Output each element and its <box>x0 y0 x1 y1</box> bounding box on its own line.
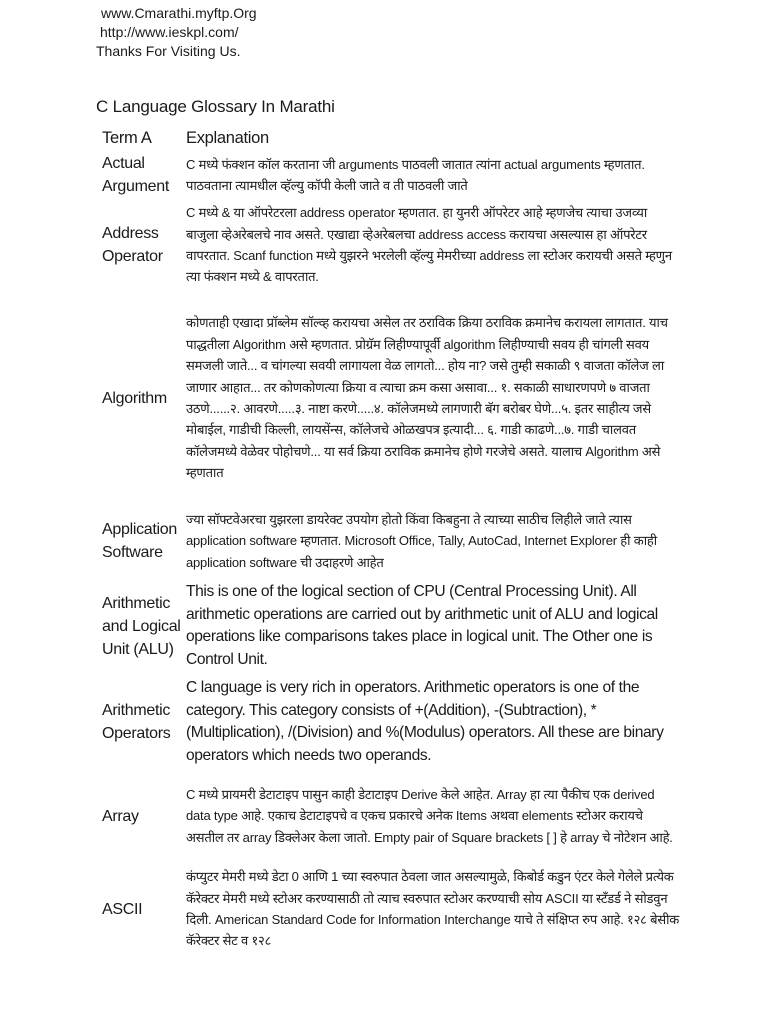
entry-term: Arithmetic Operators <box>102 702 171 742</box>
thanks-text: Thanks For Visiting Us. <box>96 43 241 59</box>
glossary-entry <box>98 578 682 674</box>
entry-term: Array <box>102 807 139 825</box>
page-title: C Language Glossary In Marathi <box>96 97 335 116</box>
entry-explanation: कंप्युटर मेमरी मध्ये डेटा 0 आणि 1 च्या स्वरुपात ठेवला जात असल्यामुळे, किबोर्ड कडुन एंटर केले गेलेले प्रत्येक कॅरेक्टर मेमरी मध्ये स्टोअर करण्यासाठी तो त्याच स्वरुपात स्टोअर करण्याची सोय ASCII या स्टॅंडर्ड ने सोडवुन दिली. American Standard Code for Information Interchange याचे ते संक्षिप्त रुप आहे. १२८ बेसीक कॅरेक्टर सेट व १२८ <box>186 869 680 949</box>
entry-explanation: कोणताही एखादा प्रॉब्लेम सॉल्व्ह करायचा असेल तर ठराविक क्रिया ठराविक क्रमानेच करायला लागतात. याच पाद्धतीला Algorithm असे म्हणतात. प्रोग्रॅम लिहीण्यापूर्वी algorithm लिहीण्याची सवय ही चांगली सवय समजली जाते... व चांगल्या सवयी लागायला वेळ लागतो... होय ना? जसे तुम्ही सकाळी ९ वाजता कॉलेज ला जाणार आहात... तर कोणकोणत्या क्रिया व त्याचा क्रम कसा असावा... १. सकाळी साधारणपणे ७ वाजता उठणे......२. आवरणे.....३. नाष्टा करणे.....४. कॉलेजमध्ये लागणारी बॅग बरोबर घेणे...५. इतर साहीत्य जसे मोबाईल, गाडीची किल्ली, लायसेंन्स, कॉलेजचे ओळखपत्र इत्यादी... ६. गाडी काढणे...७. गाडी चालवत कॉलेजमध्ये वेळेवर पोहोचणे... या सर्व क्रिया ठराविक क्रमानेच होणे गरजेचे असते. यालाच Algorithm असे म्हणतात <box>186 315 668 481</box>
site-url: http://www.ieskpl.com/ <box>100 24 239 40</box>
entry-term: Algorithm <box>102 389 167 407</box>
site-header <box>96 4 257 61</box>
glossary-entry <box>98 674 682 770</box>
glossary-entry <box>98 152 682 198</box>
entry-explanation: This is one of the logical section of CPU (Central Processing Unit). All arithmetic operations are carried out by arithmetic unit of ALU and logical operations like comparisons takes place in logical unit. The Other one is Control Unit. <box>186 583 658 668</box>
site-address: www.Cmarathi.myftp.Org <box>101 5 257 21</box>
glossary-entry <box>98 198 682 292</box>
table-header <box>98 124 682 152</box>
glossary-table <box>98 124 682 956</box>
glossary-entry <box>98 770 682 862</box>
glossary-entry <box>98 292 682 504</box>
entry-explanation: C मध्ये प्रायमरी डेटाटाइप पासुन काही डेटाटाइप Derive केले आहेत. Array हा त्या पैकीच एक derived data type आहे. एकाच डेटाटाइपचे व एकच प्रकारचे अनेक Items अथवा elements स्टोअर करायचे असतील तर array डिक्लेअर केला जातो. Empty pair of Square brackets [ ] हे array चे नोटेशन आहे. <box>186 786 673 845</box>
entry-term: Arithmetic and Logical Unit (ALU) <box>102 594 181 658</box>
entry-term: Actual Argument <box>102 155 169 195</box>
term-column-header: Term A <box>102 129 152 147</box>
entry-explanation: ज्या सॉफ्टवेअरचा युझरला डायरेक्ट उपयोग होतो किंवा किबहुना ते त्याच्या साठीच लिहीले जाते त्यास application software म्हणतात. Microsoft Office, Tally, AutoCad, Internet Explorer ही काही application software ची उदाहरणे आहेत <box>186 511 657 570</box>
entry-explanation: C language is very rich in operators. Arithmetic operators is one of the category. This category consists of +(Addition), -(Subtraction), *(Multiplication), /(Division) and %(Modulus) operators. All these are binary operators which needs two operands. <box>186 679 664 764</box>
entry-explanation: C मध्ये फंक्शन कॉल करताना जी arguments पाठवली जातात त्यांना actual arguments म्हणतात. पाठवताना त्यामधील व्हॅल्यु कॉपी केली जाते व ती पाठवली जाते <box>186 156 645 193</box>
glossary-entry <box>98 862 682 956</box>
entry-term: Application Software <box>102 521 177 561</box>
entry-term: ASCII <box>102 900 143 918</box>
glossary-entry <box>98 504 682 578</box>
entry-explanation: C मध्ये & या ऑपरेटरला address operator म्हणतात. हा युनरी ऑपरेटर आहे म्हणजेच त्याचा उजव्या बाजुला व्हेअरेबलचे नाव असते. एखाद्या व्हेअरेबलचा address access करायचा असल्यास हा ऑपरेटर वापरतात. Scanf function मध्ये युझरने भरलेली व्हॅल्यु मेमरीच्या address ला स्टोअर करायची असते म्हणुन त्या फंक्शन मध्ये & वापरतात. <box>186 205 672 285</box>
explanation-column-header: Explanation <box>186 129 269 147</box>
entry-term: Address Operator <box>102 225 163 265</box>
